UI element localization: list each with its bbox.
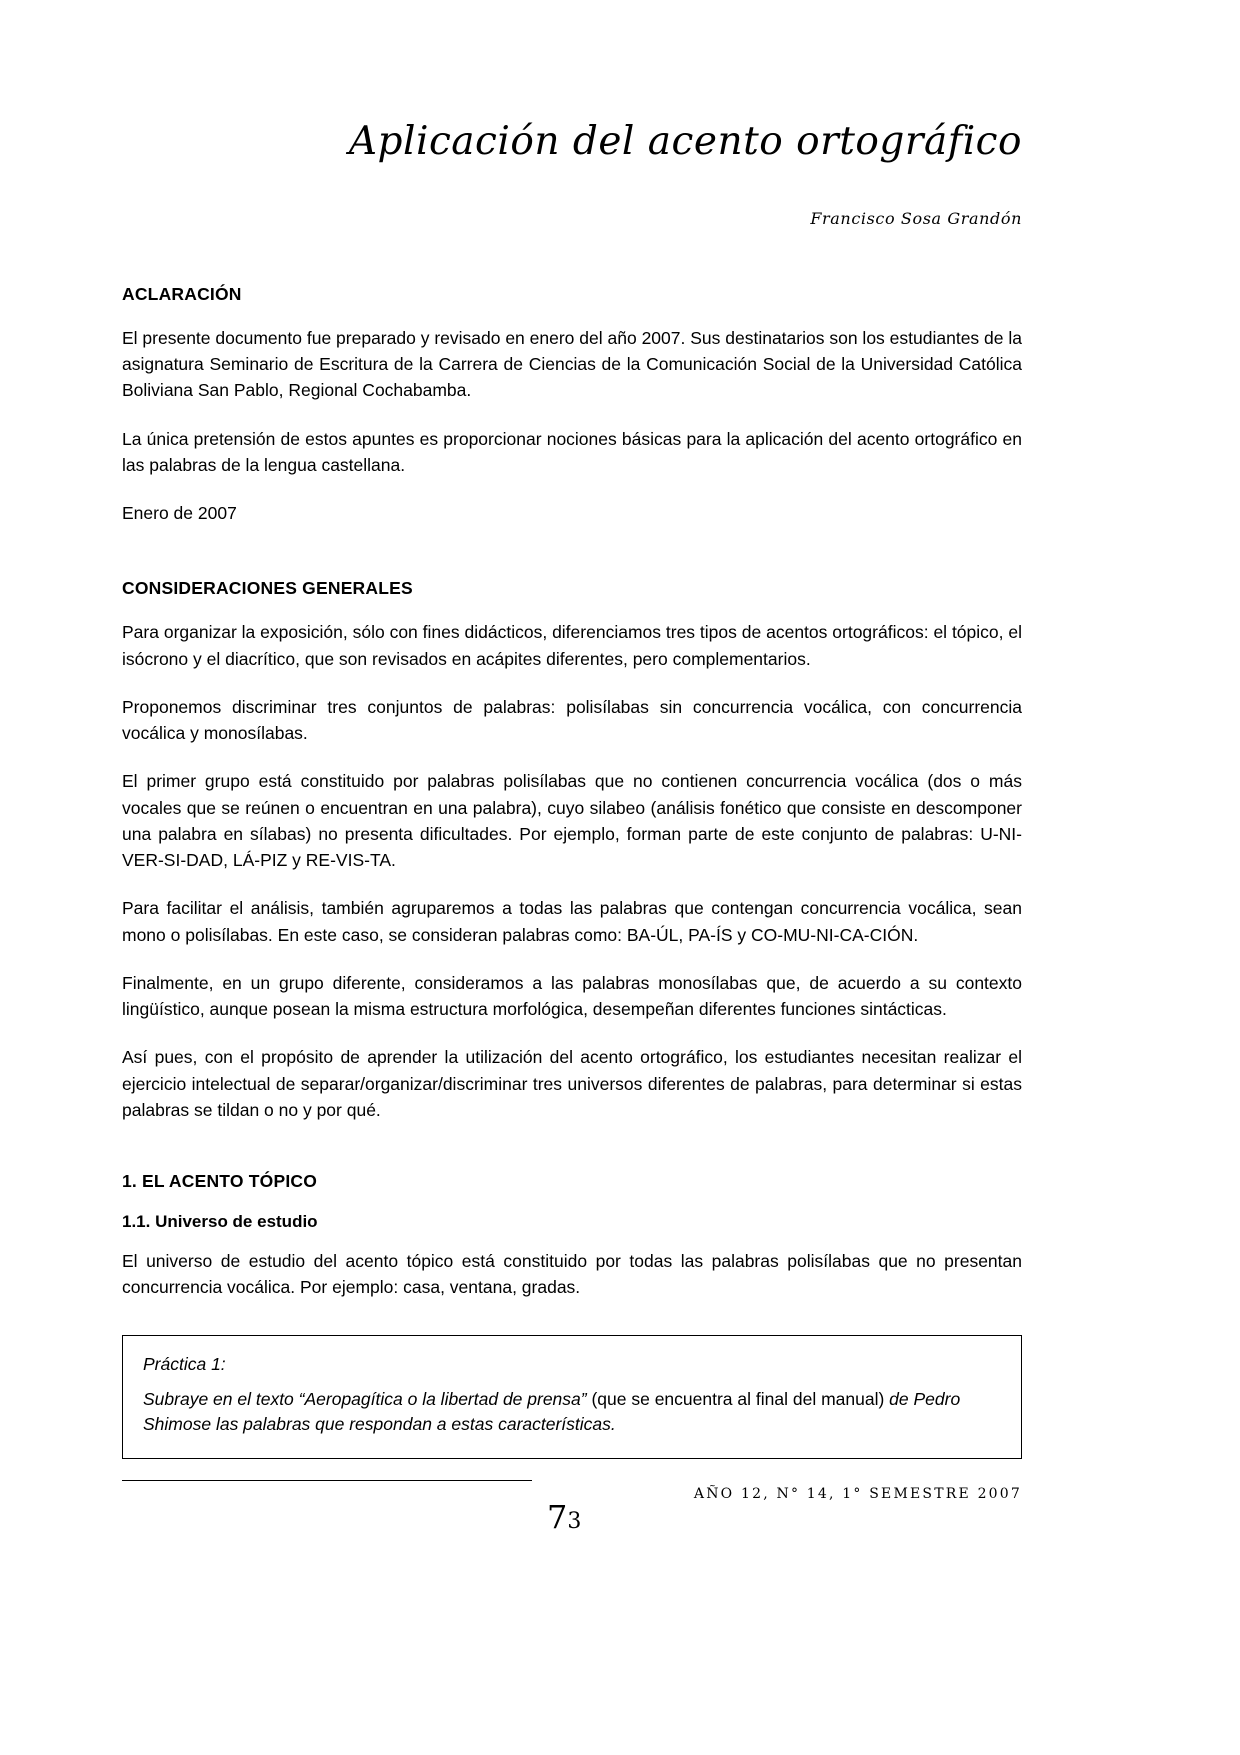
practice-text — [143, 1387, 1001, 1438]
paragraph-consideraciones-4: Para facilitar el análisis, también agruparemos a todas las palabras que contengan concurrencia vocálica, sean mono o polisílabas. En este caso, se consideran palabras como: BA-ÚL, PA-ÍS y CO-MU-NI-CA-CIÓN. — [122, 898, 1022, 945]
footer-divider — [122, 1480, 532, 1481]
paragraph-aclaracion-1: El presente documento fue preparado y revisado en enero del año 2007. Sus destinatarios son los estudiantes de la asignatura Seminario de Escritura de la Carrera de Ciencias de la Comunicación Social de la Universidad Católica Boliviana San Pablo, Regional Cochabamba. — [122, 327, 1022, 401]
paragraph-acento-topico-1: El universo de estudio del acento tópico está constituido por todas las palabras polisílabas que no presentan concurrencia vocálica. Por ejemplo: casa, ventana, gradas. — [122, 1251, 1022, 1298]
page-footer — [122, 1480, 1022, 1570]
author-name: Francisco Sosa Grandón — [810, 208, 1022, 228]
page-number-secondary: 3 — [567, 1509, 582, 1534]
practice-box — [122, 1335, 1022, 1459]
subheading-universo-de-estudio: 1.1. Universo de estudio — [122, 1212, 318, 1232]
document-content — [122, 120, 1022, 1459]
practice-text-part2: (que se encuentra al final del manual) — [586, 1388, 890, 1409]
practice-text-part1: Subraye en el texto “Aeropagítica o la libertad de prensa” — [143, 1388, 587, 1409]
paragraph-aclaracion-date: Enero de 2007 — [122, 503, 237, 524]
issue-info: AÑO 12, N° 14, 1° SEMESTRE 2007 — [693, 1486, 1022, 1502]
heading-consideraciones-generales: CONSIDERACIONES GENERALES — [122, 578, 413, 599]
paragraph-consideraciones-5: Finalmente, en un grupo diferente, consideramos a las palabras monosílabas que, de acuerdo a su contexto lingüístico, aunque posean la misma estructura morfológica, desempeñan diferentes funciones sintácticas. — [122, 972, 1022, 1020]
heading-aclaracion: ACLARACIÓN — [122, 283, 242, 304]
page-title: Aplicación del acento ortográfico — [348, 119, 1022, 164]
page-number-main: 7 — [547, 1498, 568, 1536]
paragraph-consideraciones-6: Así pues, con el propósito de aprender la utilización del acento ortográfico, los estudiantes necesitan realizar el ejercicio intelectual de separar/organizar/discriminar tres universos diferentes de palabras, para determinar si estas palabras se tildan o no y por qué. — [122, 1047, 1022, 1120]
heading-acento-topico: 1. EL ACENTO TÓPICO — [122, 1171, 318, 1192]
practice-label: Práctica 1: — [143, 1353, 226, 1374]
paragraph-consideraciones-2: Proponemos discriminar tres conjuntos de palabras: polisílabas sin concurrencia vocálica, con concurrencia vocálica y monosílabas. — [122, 696, 1022, 744]
paragraph-consideraciones-1: Para organizar la exposición, sólo con fines didácticos, diferenciamos tres tipos de acentos ortográficos: el tópico, el isócrono y el diacrítico, que son revisados en acápites diferentes, pero complementarios. — [122, 622, 1022, 669]
page-number — [547, 1498, 581, 1536]
paragraph-consideraciones-3: El primer grupo está constituido por palabras polisílabas que no contienen concurrencia vocálica (dos o más vocales que se reúnen o encuentran en una palabra), cuyo silabeo (análisis fonético que consiste en descomponer una palabra en sílabas) no presenta dificultades. Por ejemplo, forman parte de este conjunto de palabras: U-NI-VER-SI-DAD, LÁ-PIZ y RE-VIS-TA. — [122, 771, 1022, 871]
paragraph-aclaracion-2: La única pretensión de estos apuntes es proporcionar nociones básicas para la aplicación del acento ortográfico en las palabras de la lengua castellana. — [122, 428, 1022, 475]
practice-text-part3: de Pedro Shimose las palabras que respondan a estas características. — [143, 1388, 961, 1435]
section-spacer — [122, 1145, 1022, 1171]
